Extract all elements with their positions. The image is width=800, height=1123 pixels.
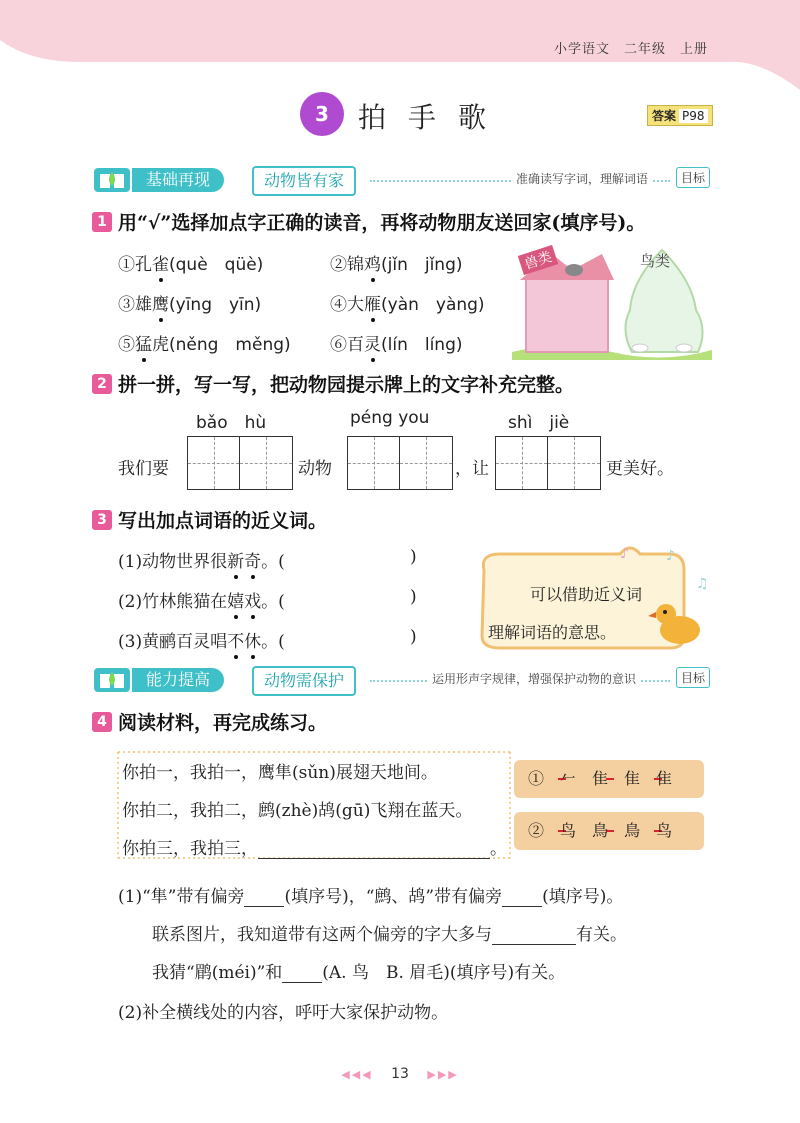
grid-cell[interactable]	[348, 437, 400, 489]
reading-line: 你拍三，我拍三， 。	[122, 839, 507, 859]
answer-blank[interactable]	[244, 888, 284, 907]
grid-cell[interactable]	[548, 437, 600, 489]
answer-paren[interactable]: )	[410, 547, 417, 567]
writing-grid[interactable]	[187, 436, 293, 490]
dotted-word: 嬉戏	[227, 592, 262, 612]
grid-cell[interactable]	[188, 437, 240, 489]
answer-paren[interactable]: )	[410, 587, 417, 607]
section-goal: 准确读写字词，理解词语	[512, 170, 652, 187]
question-number: 1	[92, 212, 112, 232]
book-leaf-icon	[92, 666, 132, 694]
section-bar-basic	[92, 166, 718, 196]
house-label-bird: 鸟类	[640, 252, 671, 270]
dotted-word: 不休	[227, 632, 262, 652]
tip-text: 理解词语的意思。	[488, 623, 617, 642]
sub-question-1-line2: 联系图片，我知道带有这两个偏旁的字大多与 有关。	[152, 925, 627, 945]
reading-option: ①孔雀(què qüè)	[118, 255, 264, 275]
glyph-evolution-row: ① 𠂉 隹 隹 隹	[528, 769, 673, 788]
glyph-evolution-row: ② 鸟 鳥 鳥 鸟	[528, 821, 673, 840]
answer-blank[interactable]	[282, 964, 322, 983]
writing-grid[interactable]	[347, 436, 453, 490]
reading-option: ⑥百灵(lín líng)	[330, 335, 463, 355]
right-arrows: ▶▶▶	[427, 1068, 459, 1081]
pinyin-prompt: bǎo hù	[196, 413, 267, 433]
sentence-fragment: 动物	[298, 459, 332, 479]
svg-text:♪: ♪	[620, 546, 629, 562]
grid-cell[interactable]	[240, 437, 292, 489]
grid-cell[interactable]	[400, 437, 452, 489]
goal-tag: 目标	[676, 667, 710, 688]
goal-tag: 目标	[676, 167, 710, 188]
sentence-fragment: 我们要	[118, 459, 169, 479]
page-number: 13	[391, 1066, 409, 1082]
reading-option: ③雄鹰(yīng yīn)	[118, 295, 262, 315]
question-number: 2	[92, 374, 112, 394]
question-text: 用“√”选择加点字正确的读音，再将动物朋友送回家(填序号)。	[118, 212, 646, 234]
question-text: 写出加点词语的近义词。	[118, 510, 328, 532]
synonym-item: (3)黄鹂百灵唱不休。(	[118, 632, 285, 652]
book-leaf-icon	[92, 166, 132, 194]
reading-line: 你拍一，我拍一，鹰隼(sǔn)展翅天地间。	[122, 763, 438, 783]
pinyin-prompt: shì jiè	[508, 413, 570, 433]
answer-page-tag[interactable]	[647, 105, 713, 126]
section-topic: 动物需保护	[252, 666, 356, 696]
answer-blank[interactable]	[258, 840, 490, 859]
question-text: 阅读材料，再完成练习。	[118, 712, 328, 734]
page-footer	[0, 1066, 800, 1082]
synonym-item: (1)动物世界很新奇。(	[118, 552, 285, 572]
left-arrows: ◀◀◀	[341, 1068, 373, 1081]
answer-blank[interactable]	[502, 888, 542, 907]
tip-text: 可以借助近义词	[530, 585, 643, 604]
question-number: 3	[92, 510, 112, 530]
synonym-item: (2)竹林熊猫在嬉戏。(	[118, 592, 285, 612]
section-label: 能力提高	[132, 668, 224, 692]
dotted-word: 新奇	[227, 552, 262, 572]
answer-paren[interactable]: )	[410, 627, 417, 647]
answer-label: 答案	[652, 109, 677, 123]
question-number: 4	[92, 712, 112, 732]
answer-page: P98	[679, 109, 708, 123]
question-text: 拼一拼，写一写，把动物园提示牌上的文字补充完整。	[118, 374, 575, 396]
lesson-title: 拍手歌	[358, 101, 509, 134]
section-topic: 动物皆有家	[252, 166, 356, 196]
section-bar-advanced	[92, 666, 718, 696]
lesson-number-badge: 3	[300, 92, 344, 136]
sub-question-1: (1)“隼”带有偏旁 (填序号)，“鹧、鸪”带有偏旁 (填序号)。	[118, 887, 624, 907]
answer-blank[interactable]	[492, 926, 576, 945]
section-goal: 运用形声字规律，增强保护动物的意识	[428, 670, 640, 687]
pinyin-prompt: péng you	[350, 408, 430, 428]
book-info: 小学语文 二年级 上册	[553, 42, 708, 57]
sub-question-1-line3: 我猜“鹛(méi)”和 (A. 鸟 B. 眉毛)(填序号)有关。	[152, 963, 566, 983]
svg-text:♪: ♪	[666, 548, 675, 564]
sentence-fragment: ，让	[455, 459, 489, 479]
reading-option: ④大雁(yàn yàng)	[330, 295, 485, 315]
grid-cell[interactable]	[496, 437, 548, 489]
writing-grid[interactable]	[495, 436, 601, 490]
section-label: 基础再现	[132, 168, 224, 192]
reading-line: 你拍二，我拍二，鹧(zhè)鸪(gū)飞翔在蓝天。	[122, 801, 473, 821]
reading-option: ②锦鸡(jǐn jǐng)	[330, 255, 463, 275]
reading-option: ⑤猛虎(něng měng)	[118, 335, 291, 355]
house-label-beast: 兽类	[518, 245, 558, 275]
svg-text:♫: ♫	[696, 576, 709, 592]
sentence-fragment: 更美好。	[606, 459, 674, 479]
sub-question-2: (2)补全横线处的内容，呼吁大家保护动物。	[118, 1003, 449, 1023]
